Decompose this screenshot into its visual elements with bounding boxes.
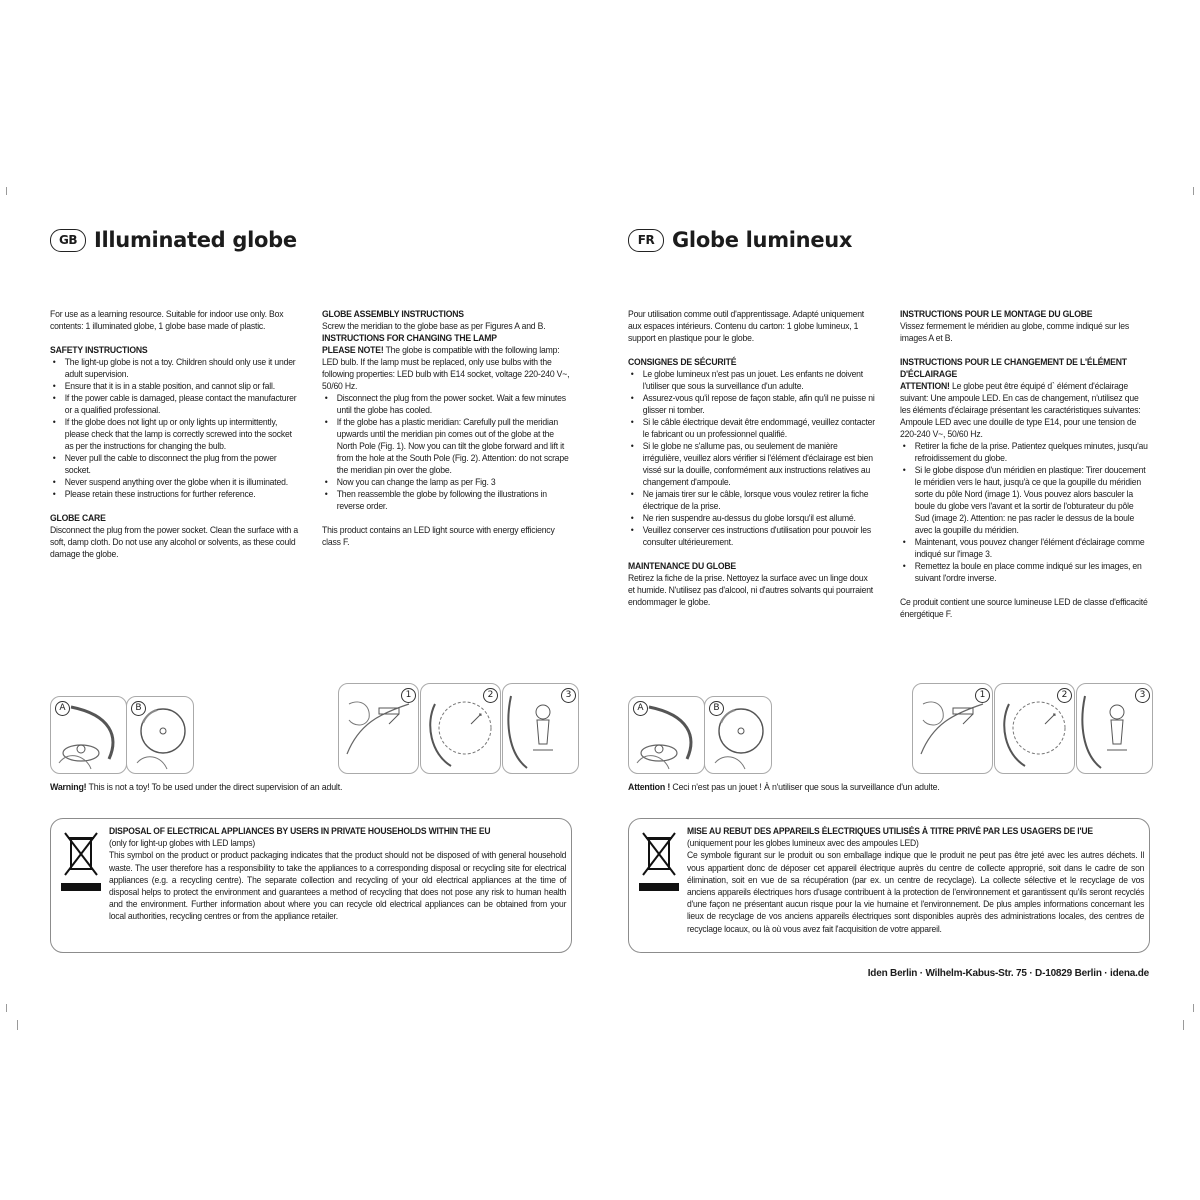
fr-intro: Pour utilisation comme outil d'apprentissage. Adapté uniquement aux espaces intérieurs. Contenu du carton: 1 globe lumineux, 1 support en plastique pour le globe. (628, 308, 865, 343)
figure-label: 3 (561, 688, 576, 703)
fr-column-right (900, 308, 1150, 620)
fr-disposal-sub: (uniquement pour les globes lumineux avec des ampoules LED) (687, 838, 919, 849)
fr-warning-label: Attention ! (628, 782, 671, 793)
fr-figure-1 (912, 683, 993, 774)
gb-figure-3 (502, 683, 579, 774)
fr-lamp-note (900, 380, 1150, 440)
list-item: • Le globe lumineux n'est pas un jouet. Les enfants ne doivent l'utiliser que sous la surveillance d'un adulte. (628, 368, 876, 392)
list-item: • If the globe does not light up or only lights up intermittently, please check that the lamp is correctly screwed into the socket as per the instructions for changing the bulb. (50, 416, 300, 452)
gb-safety-list (50, 356, 300, 500)
fr-figure-b (704, 696, 772, 774)
fr-safety-list (628, 368, 876, 548)
fr-lamp-list (900, 440, 1150, 584)
gb-lamp-heading: INSTRUCTIONS FOR CHANGING THE LAMP (322, 332, 497, 343)
gb-lamp-note-text: The globe is compatible with the following lamp: LED bulb. If the lamp must be replaced, only use bulbs with the following properties: LED bulb with E14 socket, voltage 220-240 V~, 50/60 Hz. (322, 344, 570, 391)
list-item: • Please retain these instructions for further reference. (50, 488, 300, 500)
gb-warning (50, 782, 342, 793)
fr-care-heading: MAINTENANCE DU GLOBE (628, 560, 736, 571)
fr-warning-text: Ceci n'est pas un jouet ! À n'utiliser que sous la surveillance d'un adulte. (670, 782, 940, 793)
fr-figure-a (628, 696, 705, 774)
figure-label: 1 (401, 688, 416, 703)
fr-lamp-heading: INSTRUCTIONS POUR LE CHANGEMENT DE L'ÉLÉMENT D'ÉCLAIRAGE (900, 356, 1127, 379)
fr-figure-2 (994, 683, 1075, 774)
figure-label: A (55, 701, 70, 716)
fr-disposal-box (628, 818, 1150, 953)
list-item: • Assurez-vous qu'il repose de façon stable, afin qu'il ne puisse ni glisser ni tomber. (628, 392, 876, 416)
gb-assembly-heading: GLOBE ASSEMBLY INSTRUCTIONS (322, 308, 464, 319)
gb-figure-1 (338, 683, 419, 774)
gb-care-heading: GLOBE CARE (50, 512, 106, 523)
list-item: • Si le globe dispose d'un méridien en plastique: Tirer doucement le méridien vers le haut, jusqu'à ce que la goupille du méridien sorte du pôle Nord (image 1). Vous pouvez alors basculer la boule du globe vers l'avant et la sortir de l'obturateur du pôle Sud (image 2). Attention: ne pas racler le dessus de la boule avec la goupille du méridien. (900, 464, 1150, 536)
fr-figure-3 (1076, 683, 1153, 774)
crop-mark (1193, 1004, 1194, 1012)
weee-crossed-bin-icon (61, 829, 101, 879)
gb-assembly-text: Screw the meridian to the globe base as per Figures A and B. (322, 320, 546, 331)
gb-energy-text: This product contains an LED light source with energy efficiency class F. (322, 524, 555, 547)
gb-lamp-note (322, 344, 572, 392)
list-item: • Retirer la fiche de la prise. Patientez quelques minutes, jusqu'au refroidissement du globe. (900, 440, 1150, 464)
fr-language-badge: FR (628, 229, 664, 252)
list-item: • Now you can change the lamp as per Fig. 3 (322, 476, 572, 488)
list-item: • Veuillez conserver ces instructions d'utilisation pour pouvoir les consulter ultérieurement. (628, 524, 876, 548)
fr-assembly-text: Vissez fermement le méridien au globe, comme indiqué sur les images A et B. (900, 320, 1129, 343)
gb-figure-b (126, 696, 194, 774)
gb-intro: For use as a learning resource. Suitable for indoor use only. Box contents: 1 illuminated globe, 1 globe base made of plastic. (50, 308, 284, 331)
gb-language-badge: GB (50, 229, 86, 252)
figure-label: 1 (975, 688, 990, 703)
publisher-address: Iden Berlin · Wilhelm-Kabus-Str. 75 · D-10829 Berlin · idena.de (867, 968, 1149, 979)
fr-warning (628, 782, 940, 793)
fr-care-text: Retirez la fiche de la prise. Nettoyez la surface avec un linge doux et humide. N'utilisez pas d'alcool, ni d'autres solvants qui pourraient endommager le globe. (628, 572, 874, 607)
gb-warning-label: Warning! (50, 782, 87, 793)
gb-disposal-sub: (only for light-up globes with LED lamps) (109, 838, 256, 849)
fr-disposal-heading: MISE AU REBUT DES APPAREILS ÉLECTRIQUES UTILISÉS À TITRE PRIVÉ PAR LES USAGERS DE l'UE (687, 826, 1093, 836)
list-item: • Ensure that it is in a stable position, and cannot slip or fall. (50, 380, 300, 392)
figure-label: B (131, 701, 146, 716)
figure-label: 3 (1135, 688, 1150, 703)
list-item: • Remettez la boule en place comme indiqué sur les images, en suivant l'ordre inverse. (900, 560, 1150, 584)
fr-lamp-note-text: Le globe peut être équipé d` élément d'éclairage suivant: Une ampoule LED. En cas de changement, n'utilisez que les éléments d'éclairage présentant les caractéristiques suivantes: Ampoule LED avec une douille de type E14, pour une tension de 220-240 V~, 50/60 Hz. (900, 380, 1141, 439)
figure-label: A (633, 701, 648, 716)
fr-assembly-heading: INSTRUCTIONS POUR LE MONTAGE DU GLOBE (900, 308, 1093, 319)
list-item: • Si le câble électrique devait être endommagé, veuillez contacter le fabricant ou un professionnel qualifié. (628, 416, 876, 440)
gb-disposal-body: This symbol on the product or product packaging indicates that the product should not be disposed of with general household waste. The user therefore has a responsibility to take the appliances to a corresponding disposal or recycling site for electrical appliances (e.g. a recycling centre). The separate collection and recycling of your old electrical appliances at the time of disposal helps to protect the environment and guarantees a method of recycling that does not pose any risk to human health and the environment. Further information about where you can recycle old electrical appliances can be obtained from your local authorities, recycling centres or from the appliance retailer. (109, 850, 567, 922)
weee-bar (61, 883, 101, 891)
crop-mark (6, 187, 7, 195)
fr-column-left (628, 308, 876, 608)
list-item: • Si le globe ne s'allume pas, ou seulement de manière irrégulière, veuillez alors vérifier si l'élément d'éclairage est bien vissé sur la douille, conformément aux instructions relatives au changement d'ampoule. (628, 440, 876, 488)
gb-figure-2 (420, 683, 501, 774)
crop-mark (6, 1004, 7, 1012)
list-item: • Maintenant, vous pouvez changer l'élément d'éclairage comme indiqué sur l'image 3. (900, 536, 1150, 560)
weee-bar (639, 883, 679, 891)
gb-lamp-note-label: PLEASE NOTE! (322, 344, 384, 355)
fr-disposal-text (687, 825, 1144, 935)
gb-column-left (50, 308, 300, 560)
fr-title: Globe lumineux (672, 228, 853, 252)
gb-column-right (322, 308, 572, 548)
gb-safety-heading: SAFETY INSTRUCTIONS (50, 344, 148, 355)
figure-label: 2 (483, 688, 498, 703)
crop-mark (1183, 1020, 1184, 1030)
figure-label: 2 (1057, 688, 1072, 703)
list-item: • Disconnect the plug from the power socket. Wait a few minutes until the globe has cooled. (322, 392, 572, 416)
list-item: • Never pull the cable to disconnect the plug from the power socket. (50, 452, 300, 476)
list-item: • Then reassemble the globe by following the illustrations in reverse order. (322, 488, 572, 512)
list-item: • If the globe has a plastic meridian: Carefully pull the meridian upwards until the meridian pin comes out of the globe at the North Pole (Fig. 1). Now you can tilt the globe forward and lift it from the hole at the South Pole (Fig. 2). Attention: do not scrape the meridian pin over the globe. (322, 416, 572, 476)
gb-disposal-text (109, 825, 566, 923)
list-item: • Never suspend anything over the globe when it is illuminated. (50, 476, 300, 488)
gb-lamp-list (322, 392, 572, 512)
fr-safety-heading: CONSIGNES DE SÉCURITÉ (628, 356, 737, 367)
list-item: • If the power cable is damaged, please contact the manufacturer or a qualified professional. (50, 392, 300, 416)
gb-warning-text: This is not a toy! To be used under the direct supervision of an adult. (86, 782, 343, 793)
crop-mark (1193, 187, 1194, 195)
crop-mark (17, 1020, 18, 1030)
weee-crossed-bin-icon (639, 829, 679, 879)
fr-energy-text: Ce produit contient une source lumineuse LED de classe d'efficacité énergétique F. (900, 596, 1148, 619)
figure-label: B (709, 701, 724, 716)
gb-figure-a (50, 696, 127, 774)
gb-disposal-box (50, 818, 572, 953)
fr-heading (628, 228, 852, 252)
list-item: • The light-up globe is not a toy. Children should only use it under adult supervision. (50, 356, 300, 380)
list-item: • Ne rien suspendre au-dessus du globe lorsqu'il est allumé. (628, 512, 876, 524)
gb-title: Illuminated globe (94, 228, 297, 252)
fr-disposal-body: Ce symbole figurant sur le produit ou son emballage indique que le produit ne peut pas être jeté avec les autres déchets. Il vous appartient donc de déposer cet appareil électrique auprès du centre de collecte approprié, soit dans le cadre de son élimination, soit en vue de sa récupération (par ex. un centre de recyclage). La collecte sélective et le recyclage de vos anciens appareils électriques hors d'usage contribuent à la protection de l'environnement et garantissent qu'ils seront recyclés d'une façon ne présentant aucun risque pour la vie humaine et l'environnement. De plus amples informations concernant les lieux de recyclage de vos anciens appareils électriques sont disponibles auprès des administrations locales, des centres de recyclage locaux, ou là où vous avez fait l'acquisition de votre appareil. (687, 850, 1145, 934)
gb-heading (50, 228, 297, 252)
gb-care-text: Disconnect the plug from the power socket. Clean the surface with a soft, damp cloth. Do not use any alcohol or solvents, as these could damage the globe. (50, 524, 298, 559)
gb-disposal-heading: DISPOSAL OF ELECTRICAL APPLIANCES BY USERS IN PRIVATE HOUSEHOLDS WITHIN THE EU (109, 826, 491, 836)
fr-lamp-note-label: ATTENTION! (900, 380, 950, 391)
list-item: • Ne jamais tirer sur le câble, lorsque vous voulez retirer la fiche électrique de la prise. (628, 488, 876, 512)
